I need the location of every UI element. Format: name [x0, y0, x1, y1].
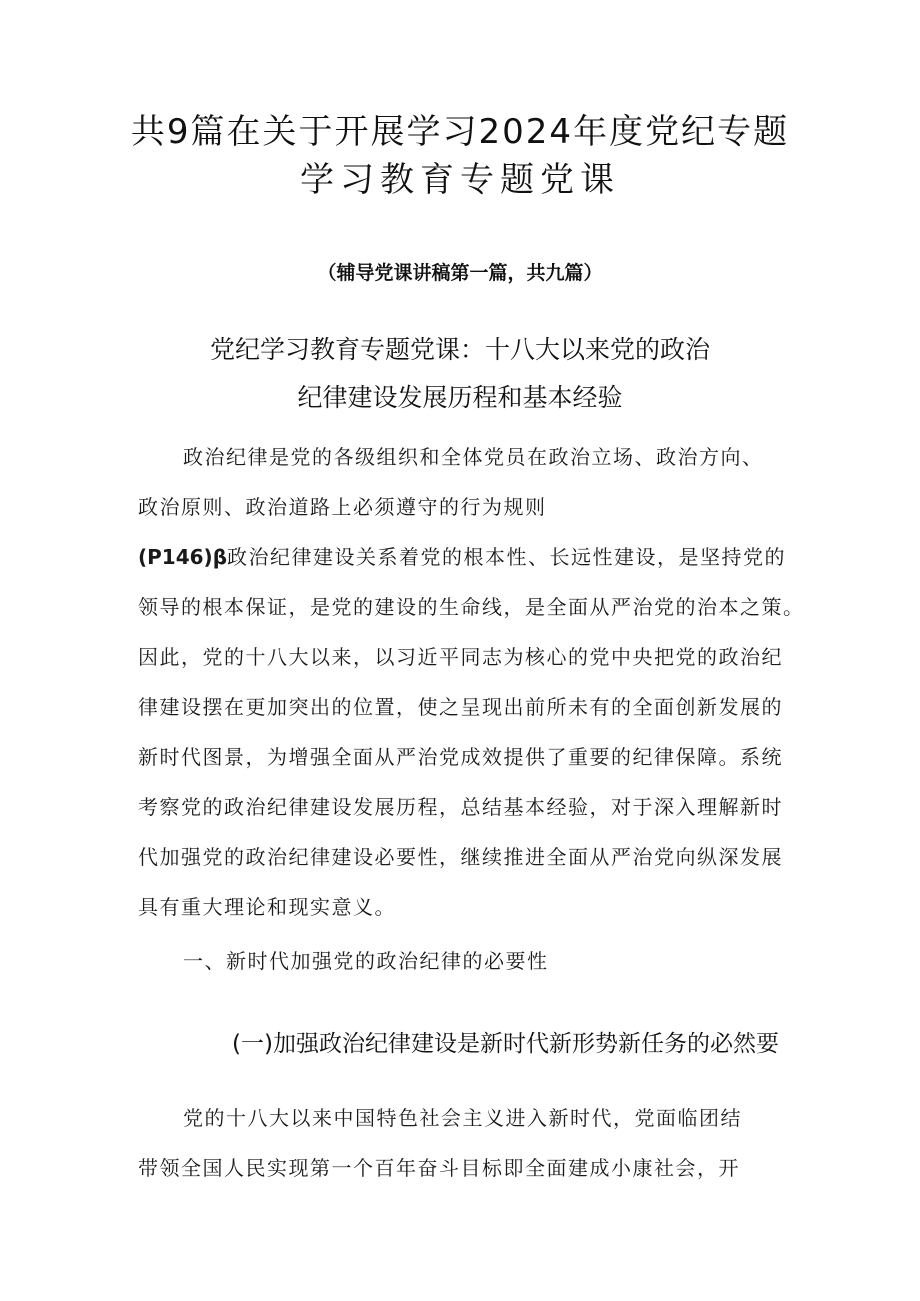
paragraph-1-line-5: 因此，党的十八大以来，以习近平同志为核心的党中央把党的政治纪	[138, 645, 783, 669]
lecture-heading-line-1: 党纪学习教育专题党课：十八大以来党的政治	[209, 335, 710, 364]
paragraph-1-line-6: 律建设摆在更加突出的位置，使之呈现出前所未有的全面创新发展的	[138, 695, 783, 719]
paragraph-1-line-9: 代加强党的政治纪律建设必要性，继续推进全面从严治党向纵深发展	[138, 845, 783, 869]
paragraph-2	[138, 1093, 798, 1193]
paragraph-2-line-1: 党的十八大以来中国特色社会主义进入新时代，党面临团结	[183, 1106, 742, 1130]
document-title-line-1: 共9篇在关于开展学习2024年度党纪专题	[130, 112, 790, 152]
paragraph-2-line-2: 带领全国人民实现第一个百年奋斗目标即全面建成小康社会，开	[138, 1156, 740, 1180]
subsection-heading-1: (一)加强政治纪律建设是新时代新形势新任务的必然要	[232, 1031, 779, 1057]
document-subtitle: （辅导党课讲稿第一篇，共九篇）	[317, 262, 603, 284]
paragraph-1-line-1: 政治纪律是党的各级组织和全体党员在政治立场、政治方向、	[183, 445, 764, 469]
paragraph-1-line-8: 考察党的政治纪律建设发展历程，总结基本经验，对于深入理解新时	[138, 795, 783, 819]
paragraph-1-line-4: 领导的根本保证，是党的建设的生命线，是全面从严治党的治本之策。	[138, 595, 805, 619]
lecture-heading-line-2: 纪律建设发展历程和基本经验	[297, 383, 623, 412]
paragraph-1	[138, 432, 805, 932]
document-title-line-2: 学习教育专题党课	[300, 160, 620, 200]
paragraph-1-line-2: 政治原则、政治道路上必须遵守的行为规则	[138, 495, 547, 519]
paragraph-1-line-3-text: 政治纪律建设关系着党的根本性、长远性建设，是坚持党的	[227, 545, 787, 569]
paragraph-1-line-3	[138, 532, 798, 582]
paragraph-1-line-10: 具有重大理论和现实意义。	[138, 895, 396, 919]
paragraph-1-line-7: 新时代图景，为增强全面从严治党成效提供了重要的纪律保障。系统	[138, 745, 783, 769]
citation-reference: (P146)β	[138, 545, 228, 569]
section-heading-1: 一、新时代加强党的政治纪律的必要性	[183, 949, 549, 973]
